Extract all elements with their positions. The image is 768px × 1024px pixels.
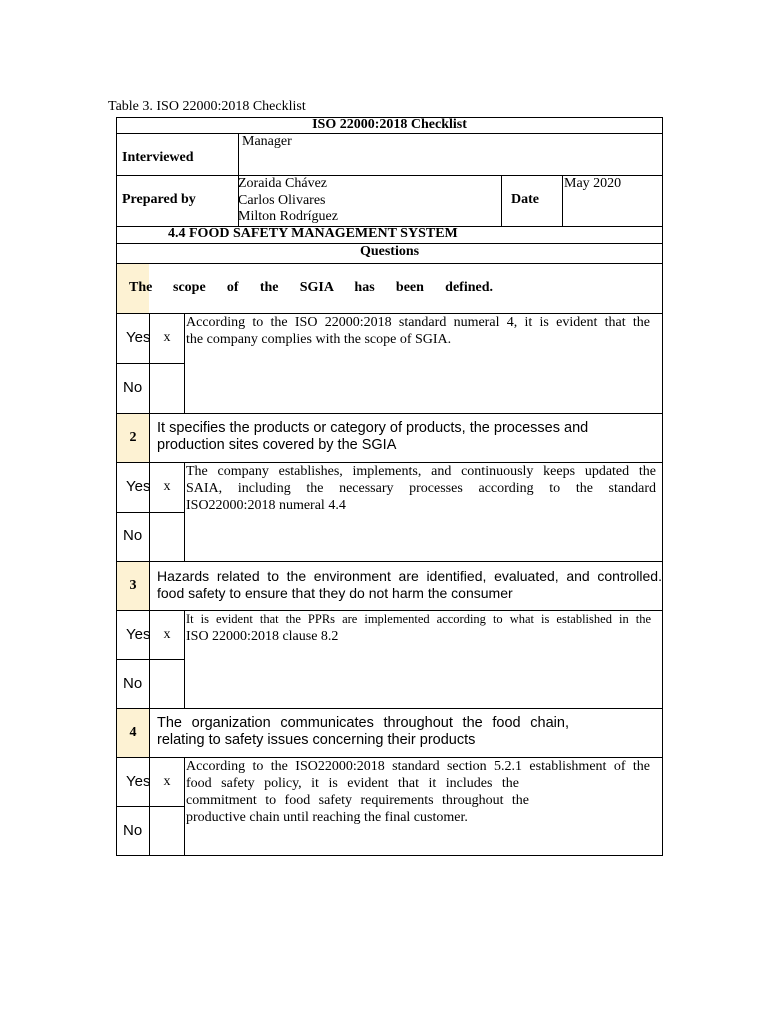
yes-mark: x [163,774,171,789]
answer-text: The company establishes, implements, and continuously keeps updated the SAIA, including the necessary processes according to the standard ISO22000:2018 numeral 4.4 [186,464,656,513]
yes-mark: x [163,479,171,494]
section-heading: 4.4 FOOD SAFETY MANAGEMENT SYSTEM [168,226,458,241]
prepared-name: Zoraida Chávez [238,176,328,191]
questions-header: Questions [359,244,420,259]
question-number: The [129,280,153,295]
answer-text: According to the ISO 22000:2018 standard numeral 4, it is evident that the the company complies with the scope of SGIA. [186,315,650,347]
yes-label: Yes [126,773,151,790]
prepared-label: Prepared by [122,192,196,207]
question-number: 4 [129,725,137,740]
question-number: 2 [129,430,137,445]
question-text: The organization communicates throughout the food chain, relating to safety issues concerning their products [157,715,569,748]
interviewed-value: Manager [242,134,292,149]
table-title: ISO 22000:2018 Checklist [312,117,467,132]
no-label: No [123,379,143,396]
question-text: It specifies the products or category of products, the processes and production sites covered by the SGIA [157,420,589,453]
answer-text: According to the ISO22000:2018 standard section 5.2.1 establishment of the food safety policy, it is evident that it includes the commitment to food safety requirements throughout the productive chain until reaching the final customer. [186,759,650,825]
yes-mark: x [163,330,171,345]
no-label: No [123,675,143,692]
no-label: No [123,822,143,839]
interviewed-label: Interviewed [122,150,194,165]
yes-label: Yes [126,626,151,643]
question-number: 3 [129,578,137,593]
date-label: Date [511,192,539,207]
yes-label: Yes [126,478,151,495]
answer-text: It is evident that the PPRs are implemented according to what is established in the ISO 22000:2018 clause 8.2 [186,612,651,644]
date-value: May 2020 [564,176,622,191]
prepared-names [238,176,338,226]
yes-label: Yes [126,329,151,346]
yes-mark: x [163,627,171,642]
prepared-name: Carlos Olivares [238,192,326,208]
question-text: Hazards related to the environment are identified, evaluated, and controlled. food safety to ensure that they do not harm the consumer [157,568,662,601]
question-text: scope of the SGIA has been defined. [173,280,493,295]
table-caption: Table 3. ISO 22000:2018 Checklist [108,99,306,114]
no-label: No [123,527,143,544]
prepared-name: Milton Rodríguez [238,209,338,224]
